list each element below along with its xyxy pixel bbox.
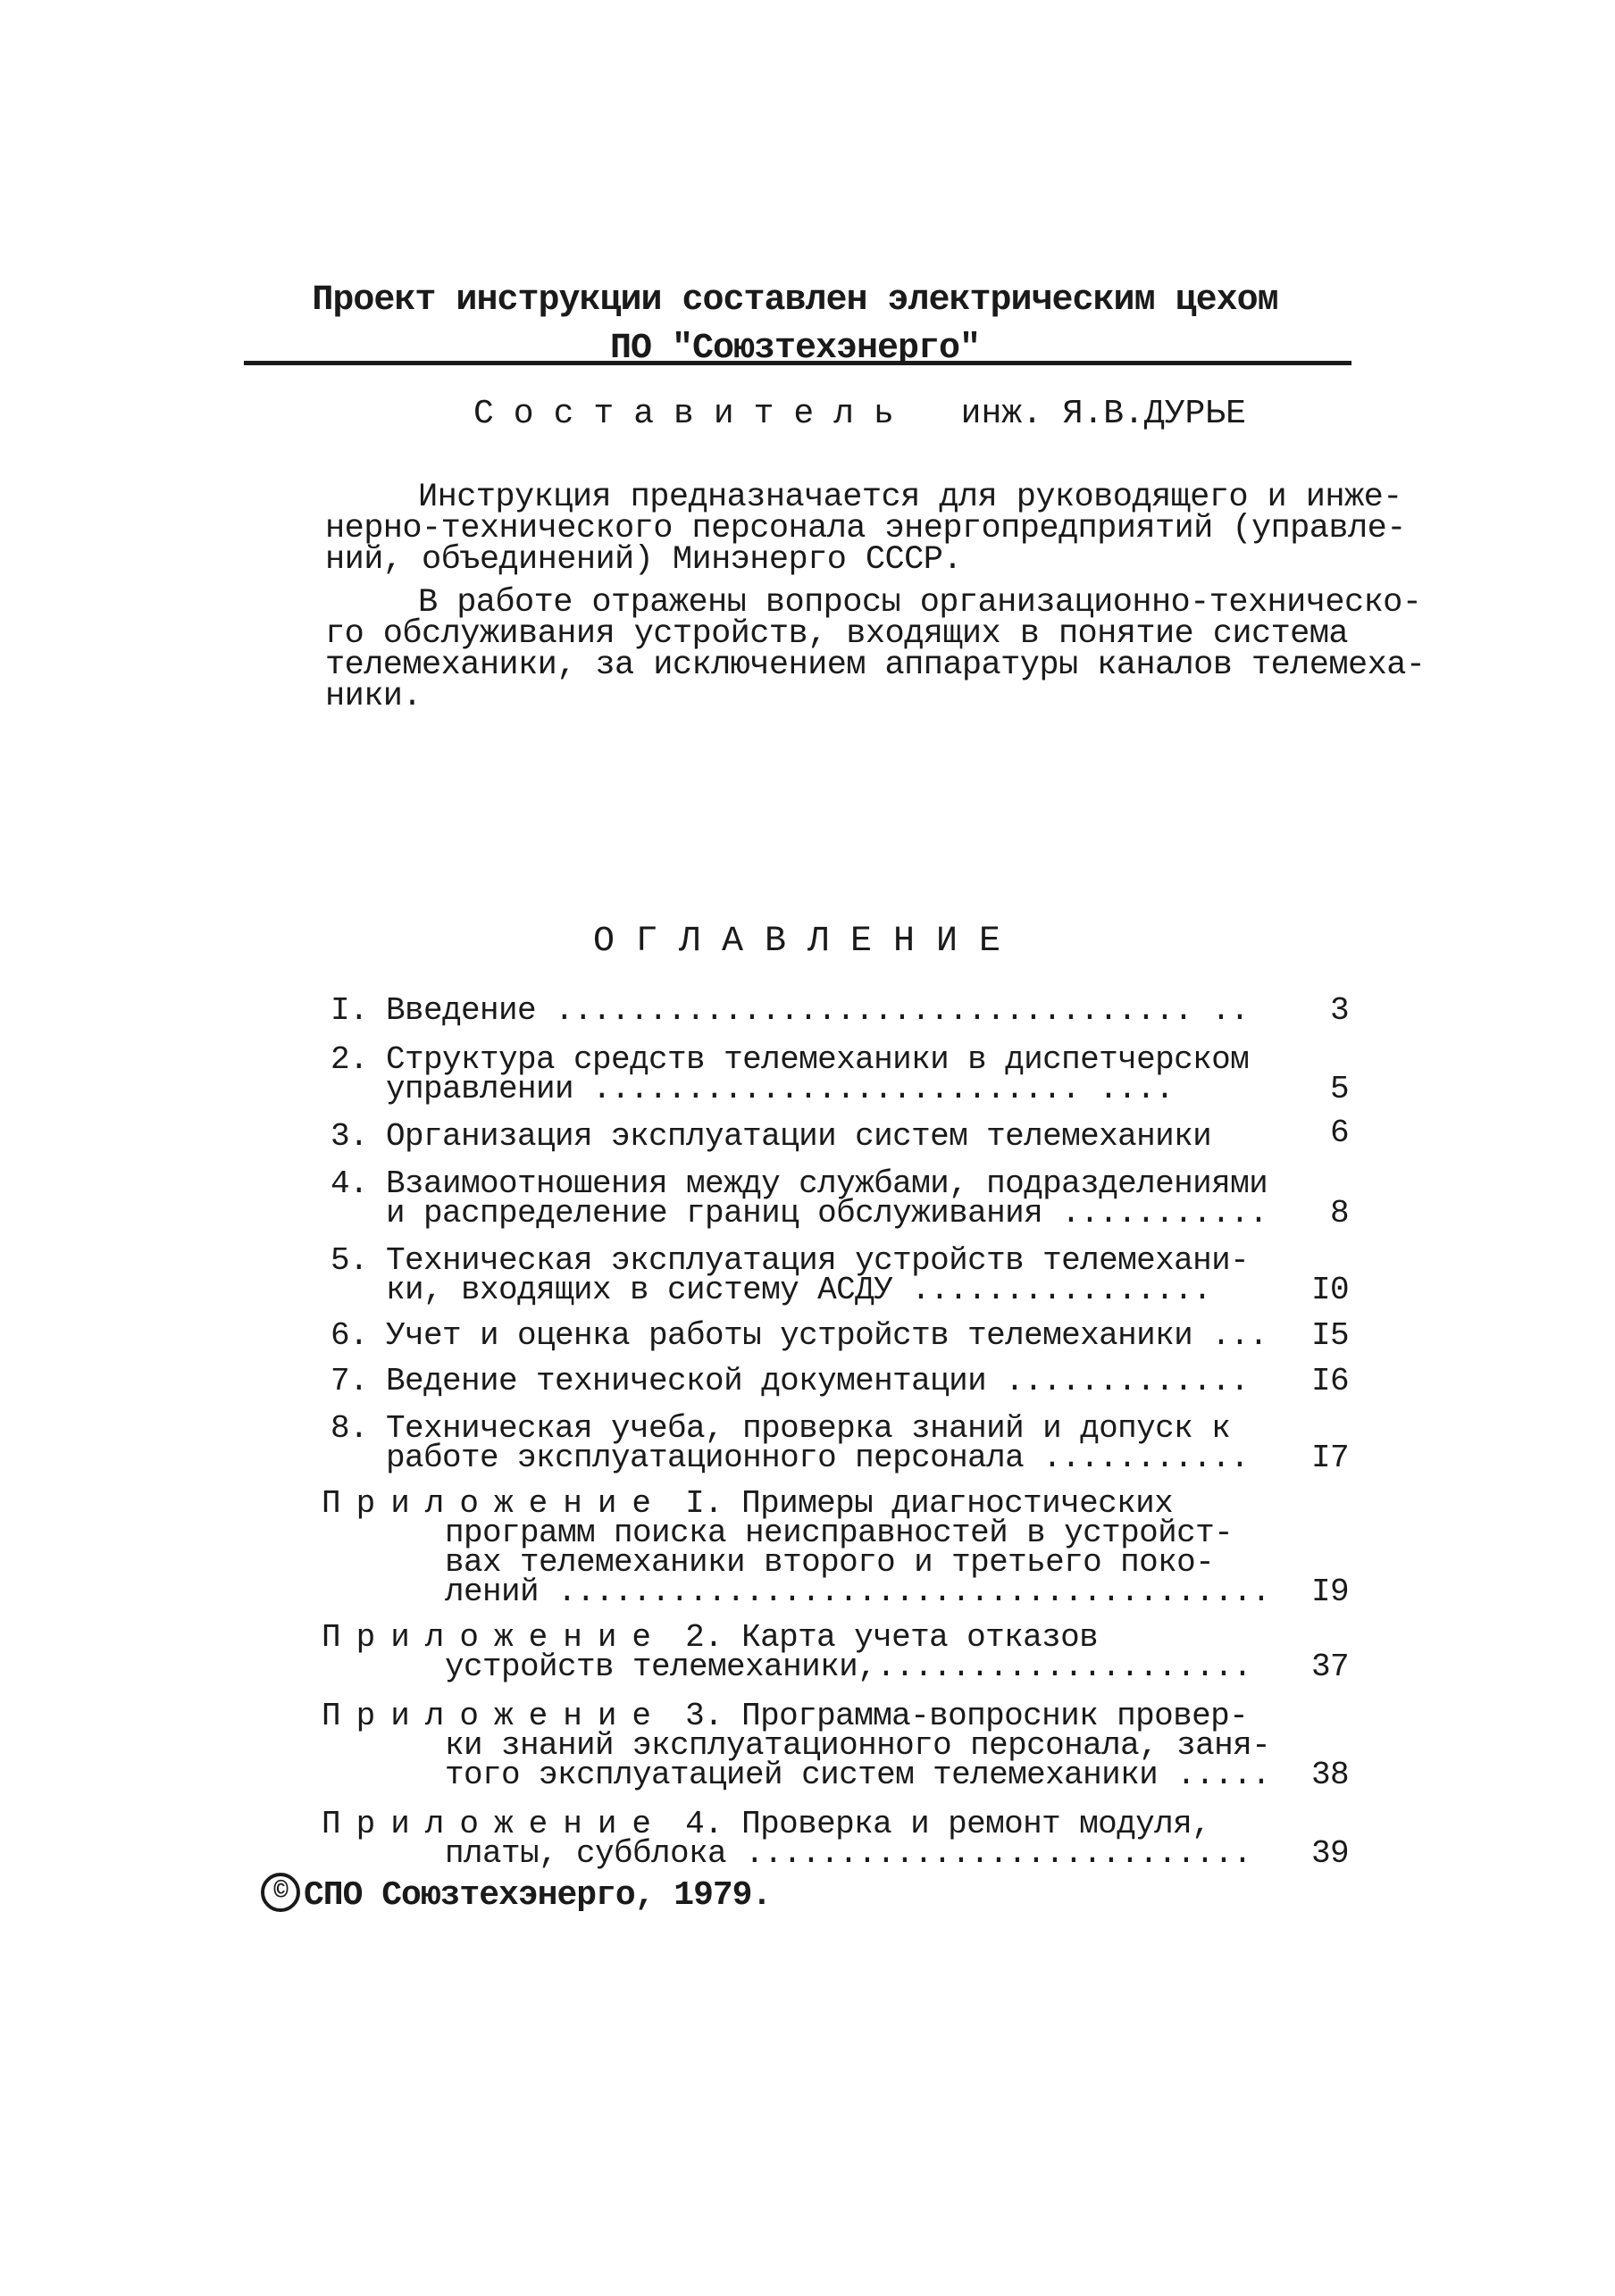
toc-item-number: 4. <box>331 1165 369 1202</box>
appendix-continuation: вах телемеханики второго и третьего поко- <box>445 1544 1215 1581</box>
intro-paragraph-2 <box>325 584 1426 715</box>
toc-item <box>331 1242 1349 1308</box>
toc-item-title: Взаимоотношения между службами, подразделениями <box>386 1165 1268 1202</box>
toc-page-number: 39 <box>1310 1835 1349 1872</box>
header <box>241 277 1349 373</box>
toc-item <box>331 1115 1349 1155</box>
appendix-title: 2. Карта учета отказов <box>685 1619 1099 1656</box>
appendix-continuation: лений ...................................... <box>445 1574 1271 1610</box>
toc-page-number: 6 <box>1329 1115 1349 1151</box>
toc-item-number: I. <box>331 992 369 1029</box>
paragraph-line: В работе отражены вопросы организационно-техническо- <box>418 584 1422 622</box>
paragraph-line: телемеханики, за исключением аппаратуры каналов телемеха- <box>325 647 1426 684</box>
toc-item <box>331 1363 1349 1399</box>
toc-item <box>331 1165 1349 1231</box>
header-line-2: ПО "Союзтехэнерго" <box>609 329 981 369</box>
appendix-continuation: того эксплуатацией систем телемеханики ..... <box>445 1757 1271 1793</box>
toc-item-number: 8. <box>331 1410 369 1447</box>
toc-item-number: 2. <box>331 1041 369 1078</box>
paragraph-line: ний, объединений) Минэнерго СССР. <box>325 541 962 579</box>
appendix-title: 3. Программа-вопросник провер- <box>685 1698 1249 1734</box>
appendix-title: I. Примеры диагностических <box>685 1485 1174 1522</box>
appendix-continuation: устройств телемеханики,.................... <box>445 1649 1252 1685</box>
appendix-continuation: программ поиска неисправностей в устройст- <box>445 1515 1234 1551</box>
appendix-label: Приложение <box>322 1619 667 1656</box>
appendix-label: Приложение <box>322 1806 667 1842</box>
toc-appendix <box>322 1485 1349 1610</box>
toc-item-title: Техническая эксплуатация устройств телемехани- <box>386 1242 1250 1279</box>
appendix-label: Приложение <box>322 1485 667 1522</box>
toc-appendix <box>322 1619 1349 1685</box>
paragraph-line: ники. <box>325 678 423 715</box>
compiler-label: Составитель <box>473 395 914 433</box>
toc-item-title: Структура средств телемеханики в диспетчерском <box>386 1041 1250 1078</box>
header-line-1: Проект инструкции составлен электрическим цехом <box>312 280 1278 321</box>
toc-item-title: Ведение технической документации ............. <box>386 1363 1250 1399</box>
toc-item-number: 3. <box>331 1118 369 1155</box>
table-of-contents <box>322 992 1349 1872</box>
toc-item-continuation: работе эксплуатационного персонала ........... <box>386 1440 1250 1476</box>
toc-page-number: 8 <box>1329 1195 1349 1231</box>
toc-item-number: 6. <box>331 1317 369 1354</box>
appendix-title: 4. Проверка и ремонт модуля, <box>685 1806 1211 1842</box>
toc-appendix <box>322 1698 1349 1793</box>
appendix-continuation: платы, субблока ........................... <box>445 1835 1252 1872</box>
toc-page-number: 3 <box>1329 992 1349 1029</box>
toc-item <box>331 1041 1349 1107</box>
toc-page-number: 38 <box>1310 1757 1349 1793</box>
paragraph-line: Инструкция предназначается для руководящего и инже- <box>418 479 1402 516</box>
toc-item <box>331 1317 1349 1354</box>
toc-item-number: 5. <box>331 1242 369 1279</box>
toc-item-title: Учет и оценка работы устройств телемеханики ... <box>386 1317 1268 1354</box>
copyright-icon: © <box>261 1873 300 1912</box>
copyright-footer <box>261 1875 771 1915</box>
toc-item-number: 7. <box>331 1363 369 1399</box>
toc-page-number: I5 <box>1310 1317 1349 1354</box>
toc-page-number: I7 <box>1310 1440 1349 1476</box>
toc-item-continuation: и распределение границ обслуживания ........... <box>386 1195 1268 1231</box>
toc-item-continuation: управлении .......................... .... <box>386 1071 1175 1107</box>
compiler-name: инж. Я.В.ДУРЬЕ <box>960 395 1246 433</box>
compiler-line <box>473 393 1246 436</box>
toc-item-title: Организация эксплуатации систем телемеханики <box>386 1118 1212 1155</box>
header-rule <box>244 361 1351 365</box>
toc-page-number: 5 <box>1329 1071 1349 1107</box>
toc-page-number: 37 <box>1310 1649 1349 1685</box>
toc-title: ОГЛАВЛЕНИЕ <box>592 922 1023 962</box>
toc-item <box>331 1410 1349 1476</box>
toc-page-number: I6 <box>1310 1363 1349 1399</box>
paragraph-line: го обслуживания устройств, входящих в понятие система <box>325 615 1348 653</box>
toc-page-number: I0 <box>1310 1272 1349 1308</box>
copyright-text: СПО Союзтехэнерго, 1979. <box>304 1876 772 1916</box>
intro-paragraph-1 <box>325 479 1406 579</box>
appendix-continuation: ки знаний эксплуатационного персонала, заня- <box>445 1727 1271 1764</box>
toc-page-number: I9 <box>1310 1574 1349 1610</box>
toc-item-title: Введение .................................. .. <box>386 992 1250 1029</box>
toc-item-title: Техническая учеба, проверка знаний и допуск к <box>386 1410 1231 1447</box>
toc-item-continuation: ки, входящих в систему АСДУ ................ <box>386 1272 1212 1308</box>
appendix-label: Приложение <box>322 1698 667 1734</box>
paragraph-line: нерно-технического персонала энергопредприятий (управле- <box>325 510 1406 547</box>
toc-item <box>331 992 1349 1029</box>
toc-appendix <box>322 1806 1349 1872</box>
